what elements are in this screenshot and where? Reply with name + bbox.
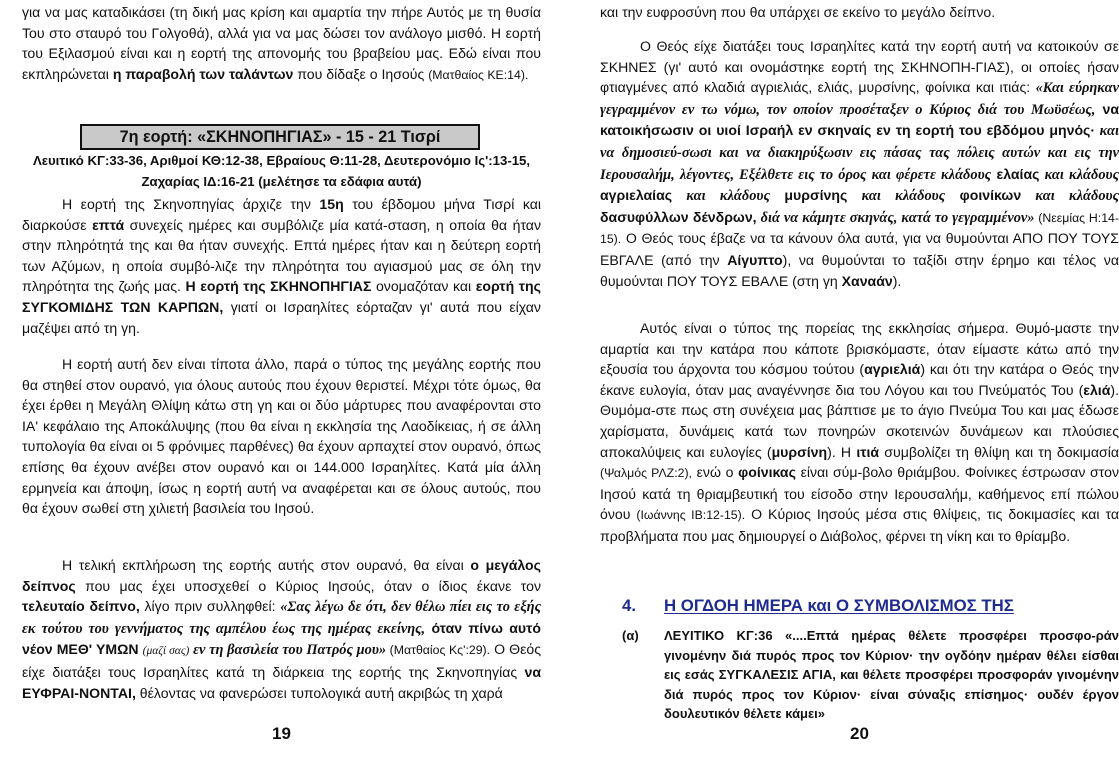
quote-run: και κλάδους [847,188,946,205]
bold-run: φοίνικας [738,464,796,481]
scripture-reference: (Ματθαίος Κς':29). [386,643,491,658]
scripture-reference: (Ματθαίος ΚΕ:14). [428,67,529,82]
section-number: 4. [622,596,636,615]
quote-run: και κλάδους [1039,166,1119,183]
text-run: Αυτός είναι ο τύπος της πορείας της εκκλησίας σήμερα. Θυμό-μαστε την αμαρτία και την κατάρα που κάποτε βρισκόμαστε, όταν είμαστε κάτω από την εξουσία του άρχοντα του κόσμου τούτου ( [600,320,1119,378]
text-run: που μας έχει υποσχεθεί ο Κύριος Ιησούς, όταν ο ίδιος έκανε τον [75,577,541,594]
list-item-text: ΛΕΥΙΤΙΚΟ ΚΓ:36 «....Επτά ημέρας θέλετε προσφέρει προσφο-ράν γινομένην διά πυρός προς τον Κύριον· την ογδόην ημέραν θέλει είσθαι εις εσάς ΣΥΓΚΑΛΕΣΙΣ ΑΓΙΑ, και θέλετε προσφέρει προσφοράν γινομένην διά πυρός προς τον Κύριον· είναι σύναξις επίσημος· ουδέν έργον δουλευτικόν θέλετε κάμει» [664,628,1119,722]
quote-run: και κλάδους [1021,188,1119,205]
text-run: για να μας καταδικάσει (τη δική μας κρίση και αμαρτία την πήρε Αυτός με τη θυσία Του στο σταυρό του Γολγοθά), αλλά για να μας δώσει τον ανάλογο μισθό. Η εορτή του Εξιλασμού είναι και η εορτή της απονομής του βραβείου μας. Εδώ είναι που εκπληρώνεται [22,4,541,82]
left-paragraph-4 [22,555,541,703]
section-heading [600,596,1119,620]
bold-run: αγριελαίας [600,187,673,204]
text-run: Ο Θεός είχε διατάξει τους Ισραηλίτες κατά τη διάρκεια της εορτής της Σκηνοπηγίας [22,641,542,680]
right-page [600,0,1119,757]
text-run: ονομαζόταν και [371,278,476,295]
bold-run: επτά [92,216,125,233]
list-item-label: (α) [622,628,639,643]
bold-run: ιτιά [856,443,880,460]
bold-run: όταν πίνω αυτό νέον ΜΕΘ' ΥΜΩΝ [22,619,541,658]
scripture-reference: (Ψαλμός ΡΛΖ:2), [600,466,692,481]
quote-run: διά να κάμητε σκηνάς, κατά το γεγραμμένον» [756,209,1035,226]
bold-run: αγριελιά [864,361,921,378]
bold-run: δασυφύλλων δένδρων, [600,208,757,225]
quote-run: «Σας λέγω δε ότι, δεν θέλω πίει εις το εξής εκ τούτου του γεννήματος της αμπέλου έως της ημέρας εκείνης, [22,599,541,637]
bold-run: ελιά [1083,381,1111,398]
bold-run: ο μεγάλος δείπνος [22,557,541,594]
small-note: (μαζί σας) [142,645,190,658]
text-run: Ο Θεός είχε διατάξει τους Ισραηλίτες κατά την εορτή αυτή να κατοικούν σε ΣΚΗΝΕΣ (γι' αυτό και ονομάστηκε εορτή της ΣΚΗΝΟΠΗ-ΓΙΑΣ), οι οποίες ήσαν φτιαγμένες από κλαδιά αγριελιάς, ελιάς, μυρσίνης, φοίνικα και ιτιάς: [600,38,1119,96]
page-number: 19 [272,724,291,743]
page-number: 20 [850,724,869,743]
bold-run: εορτή της ΣΥΓΚΟΜΙΔΗΣ ΤΩΝ ΚΑΡΠΩΝ, [22,278,541,315]
feast-title: 7η εορτή: «ΣΚΗΝΟΠΗΓΙΑΣ» - 15 - 21 Τισρί [119,128,441,146]
bold-run: Αίγυπτο [727,251,783,268]
right-paragraph-1: και την ευφροσύνη που θα υπάρχει σε εκείνο το μεγάλο δείπνο. [600,4,996,20]
text-run: ), να θυμούνται το ταξίδι στην έρημο και τέλος να θυμούνται ΠΟΥ ΤΟΥΣ ΕΒΑΛΕ (στη γη [600,251,1119,289]
text-run: Ο Θεός τους έβαζε να τα κάνουν όλα αυτά, για να θυμούνται ΑΠΟ ΠΟΥ ΤΟΥΣ ΕΒΓΑΛΕ (από την [600,230,1119,268]
text-run: λίγο πριν συλληφθεί: [139,598,281,615]
left-page [22,0,541,757]
text-run: είναι σύμ-βολο θριάμβου. Φοίνικες έστρωσαν στον Ιησού κατά τη θριαμβευτική του είσοδο στην Ιερουσαλήμ, καθήμενος επί πώλου όνου [600,464,1119,523]
text-run: ). Θυμόμα-στε πως στη συνέχεια μας βάπτισε με το άγιο Πνεύμα Του και μας έδωσε χαρίσματα, δυνάμεις κατά των πονηρών σκοτεινών δυνάμεων και πλούσιες αποκαλύψεις και ευλογίες ( [600,381,1119,460]
bold-run: φοινίκων [945,187,1022,204]
bold-run: τελευταίο δείπνο, [22,598,140,615]
feast-title-box [80,124,480,150]
bold-run: Χαναάν [841,272,893,289]
text-run: ). [892,272,902,289]
bold-run: Η εορτή της ΣΚΗΝΟΠΗΓΙΑΣ [185,278,372,295]
bold-run: μυρσίνη [771,443,828,460]
text-run: συνεχείς ημέρες και συμβόλιζε μία κατά-σταση, η οποία θα ήταν στην πληρότητά της και θα ήταν συνεχής. Επτά ημέρες ήταν και η δεύτερη εορτή των Αζύμων, η οποία συμβό-λιζε την πληρότητα του αγιασμού μας σε όλη την πληρότητα της ζωής μας. [22,216,542,295]
text-run: Ο Κύριος Ιησούς μέσα στις θλίψεις, τις δοκιμασίες και τα προβλήματα που μας δημιουργεί ο Διάβολος, φέρνει τη νίκη και το θρίαμβο. [600,506,1119,544]
right-paragraph-3 [600,318,1119,547]
scripture-reference: (Νεεμίας Η:14-15). [600,210,1119,247]
text-run: θέλοντας να φανερώσει τυπολογικά αυτή ακριβώς τη χαρά [135,684,503,701]
text-run: ). Η [827,443,857,460]
text-run: Η τελική εκπλήρωση της εορτής αυτής στον ουρανό, θα είναι [62,557,471,573]
left-paragraph-3: Η εορτή αυτή δεν είναι τίποτα άλλο, παρά ο τύπος της μεγάλης εορτής που θα στηθεί στον ουρανό, για όλους αυτούς που έχουν θεριστεί. Μέχρι τότε όμως, θα έχει έρθει η Μεγάλη Θλίψη κάτω στη γη και οι δύο μάρτυρες που αναφέρονται στο ΙΑ' κεφάλαιο της Αποκάλυψης (που θα είναι η εκκλησία της Λαοδίκειας, ή σε άλλη τυπολογία θα είναι οι 5 φρόνιμες παρθένες) θα έχουν αρπαχτεί στον ουρανό, όπως επίσης θα έχουν ανέβει στον ουρανό και οι 144.000 Ισραηλίτες. Κατά μία άλλη ερμηνεία και άποψη, ίσως η εορτή αυτή να αναφέρεται και σε όλους αυτούς, που θα έχουν σωθεί στη χιλιετή βασιλεία του Ιησού. [22,356,541,517]
bold-run: να ΕΥΦΡΑΙ-ΝΟΝΤΑΙ, [22,663,541,701]
text-run: που δίδαξε ο Ιησούς [293,65,429,82]
bold-run: να κατοικήσωσιν οι υιοί Ισραήλ εν σκηναίς εν τη εορτή του εβδόμου μηνός· [600,100,1119,139]
left-paragraph-2 [22,194,541,338]
bold-run: μυρσίνης [769,187,848,204]
section-title: Η ΟΓΔΟΗ ΗΜΕΡΑ και Ο ΣΥΜΒΟΛΙΣΜΟΣ ΤΗΣ [664,596,1014,615]
bold-run: η παραβολή των ταλάντων [112,65,294,82]
right-paragraph-2 [600,36,1119,291]
left-paragraph-1 [22,2,541,85]
text-run: συμβολίζει τη θλίψη και τη δοκιμασία [879,443,1119,460]
quote-run: και κλάδους [672,188,770,205]
text-run: ενώ ο [691,464,739,481]
text-run: ) και ότι την κατάρα ο Θεός την έκανε ευλογία, όταν μας αναγέννησε δια του Λόγου και του Πνεύματός Του ( [600,361,1119,398]
text-run: του έβδομου μήνα Τισρί και διαρκούσε [22,196,541,233]
bold-run: 15η [319,196,344,212]
text-run: Η εορτή της Σκηνοπηγίας άρχιζε την [62,196,320,212]
bold-run: ελαίας [991,165,1040,182]
quote-run: και να δημοσιεύ-σωσι και να διακηρύξωσιν εις πάσας τας πόλεις αυτών και εις την Ιερουσαλήμ, λέγοντες, Εξέλθετε εις το όρος και φέρετε κλάδους [600,123,1119,183]
scripture-references: Λευιτικό ΚΓ:33-36, Αριθμοί ΚΘ:12-38, Εβραίους Θ:11-28, Δευτερονόμιο Ις':13-15, Ζαχαρίας ΙΔ:16-21 (μελέτησε τα εδάφια αυτά) [32,153,531,189]
quote-run: «Και εύρηκαν γεγραμμένον εν τω νόμω, τον οποίον προσέταξεν ο Κύριος διά του Μωϋσέως, [600,80,1119,118]
text-run: γιατί οι Ισραηλίτες εόρταζαν γι' αυτά που είχαν μαζέψει από τη γη. [22,298,541,336]
quote-run: εν τη βασιλεία του Πατρός μου» [189,642,387,659]
scripture-reference: (Ιωάννης ΙΒ:12-15). [636,508,746,523]
